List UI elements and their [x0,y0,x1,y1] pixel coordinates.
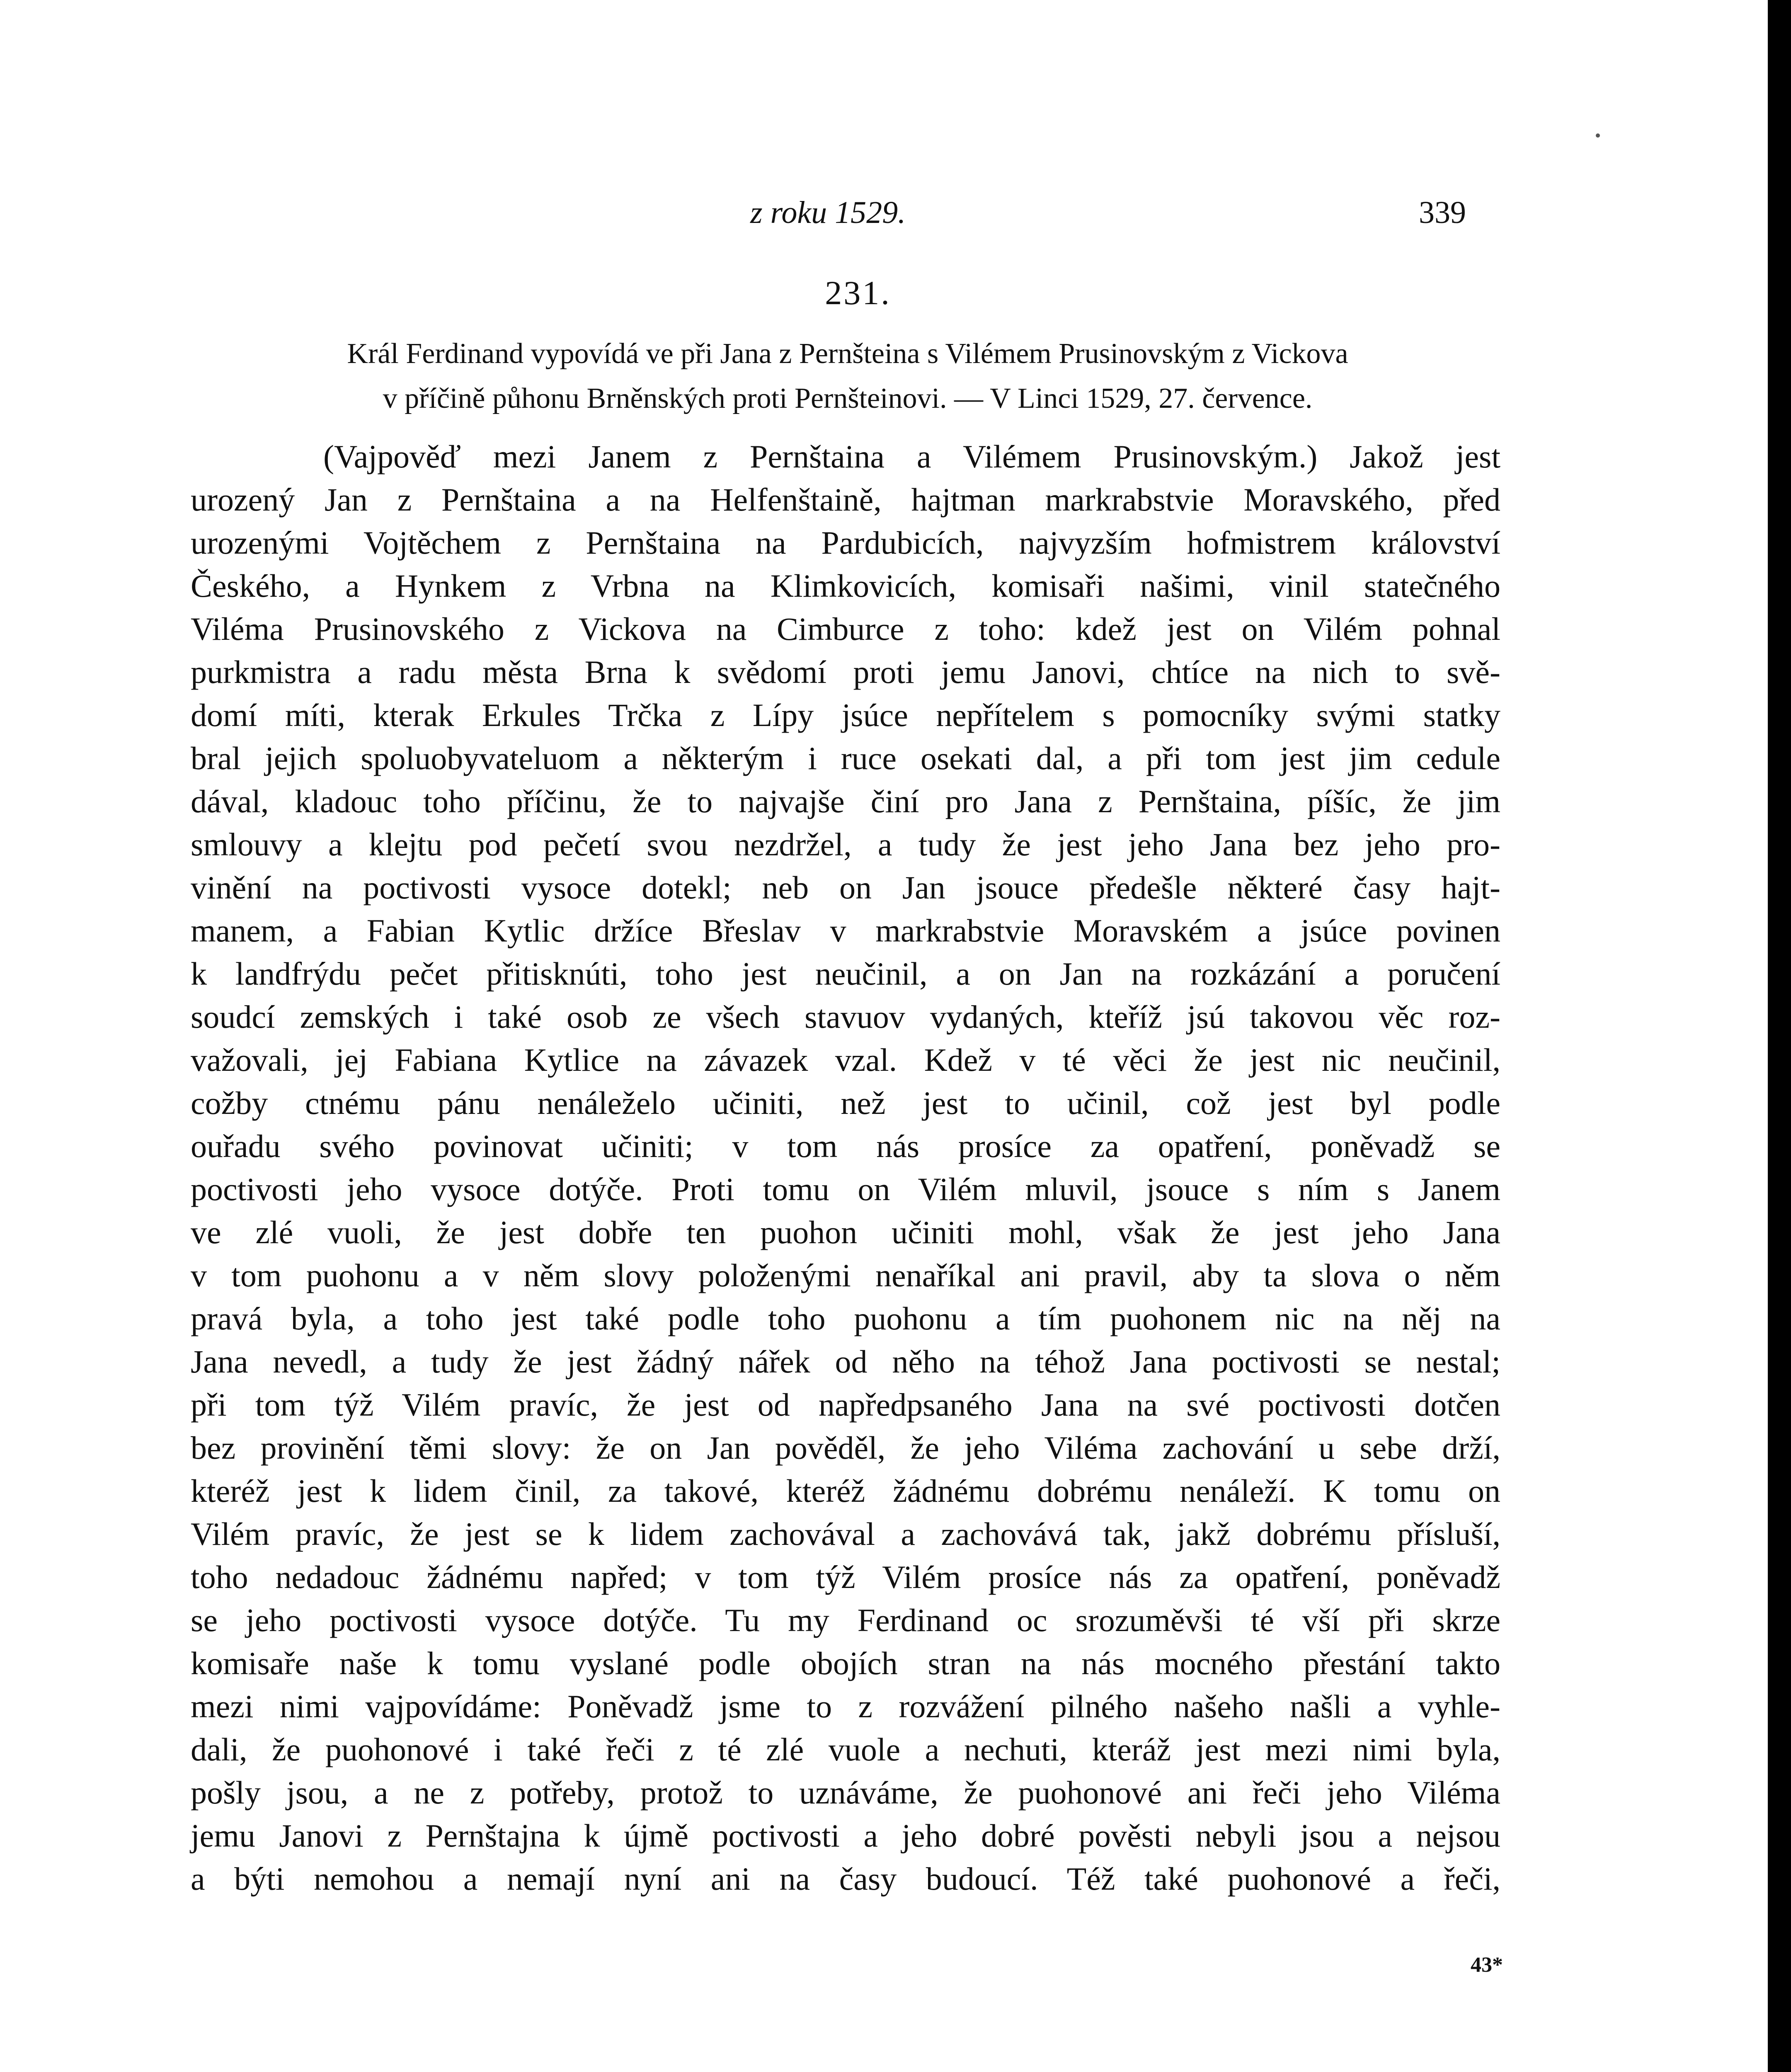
body-line: urozený Jan z Pernštaina a na Helfenštaině, hajtman markrabstvie Moravského, před [191,482,1500,518]
body-line: pravá byla, a toho jest také podle toho puohonu a tím puohonem nic na něj na [191,1300,1500,1336]
document-summary [191,332,1505,421]
body-line: važovali, jej Fabiana Kytlice na závazek vzal. Kdež v té věci že jest nic neučinil, [191,1042,1500,1078]
body-line: toho nedadouc žádnému napřed; v tom týž Vilém prosíce nás za opatření, poněvadž [191,1559,1500,1595]
body-line: při tom týž Vilém pravíc, že jest od napředpsaného Jana na své poctivosti dotčen [191,1387,1500,1423]
body-line: ouřadu svého povinovat učiniti; v tom nás prosíce za opatření, poněvadž se [191,1128,1500,1164]
body-line: bez provinění těmi slovy: že on Jan pověděl, že jeho Viléma zachování u sebe drží, [191,1430,1500,1466]
body-line: soudcí zemských i také osob ze všech stavuov vydaných, kteříž jsú takovou věc roz- [191,999,1500,1035]
speck-mark [1596,133,1600,138]
body-line: mezi nimi vajpovídáme: Poněvadž jsme to z rozvážení pilného našeho našli a vyhle- [191,1688,1500,1724]
body-line: Jana nevedl, a tudy že jest žádný nářek od něho na téhož Jana poctivosti se nestal; [191,1343,1500,1380]
body-line: urozenými Vojtěchem z Pernštaina na Pardubicích, najvyzším hofmistrem království [191,525,1500,561]
body-line: komisaře naše k tomu vyslané podle obojích stran na nás mocného přestání takto [191,1645,1500,1681]
page-number: 339 [1419,195,1466,230]
body-line: poctivosti jeho vysoce dotýče. Proti tomu on Vilém mluvil, jsouce s ním s Janem [191,1171,1500,1207]
body-line: jemu Janovi z Pernštajna k újmě poctivosti a jeho dobré pověsti nebyli jsou a nejsou [191,1818,1500,1854]
body-line: purkmistra a radu města Brna k svědomí proti jemu Janovi, chtíce na nich to svě- [191,654,1500,690]
running-head: z roku 1529. [750,195,906,230]
summary-line: Král Ferdinand vypovídá ve při Jana z Pernšteina s Vilémem Prusinovským z Vickova [347,338,1348,370]
body-line: (Vajpověď mezi Janem z Pernštaina a Vilémem Prusinovským.) Jakož jest [323,438,1500,474]
body-line: domí míti, kterak Erkules Trčka z Lípy jsúce nepřítelem s pomocníky svými statky [191,697,1500,733]
body-line: Vilém pravíc, že jest se k lidem zachovával a zachovává tak, jakž dobrému přísluší, [191,1516,1500,1552]
body-line: k landfrýdu pečet přitisknúti, toho jest neučinil, a on Jan na rozkázání a poručení [191,956,1500,992]
body-line: ve zlé vuoli, že jest dobře ten puohon učiniti mohl, však že jest jeho Jana [191,1214,1500,1250]
body-line: pošly jsou, a ne z potřeby, protož to uznáváme, že puohonové ani řeči jeho Viléma [191,1774,1500,1811]
body-line: cožby ctnému pánu nenáleželo učiniti, než jest to učinil, což jest byl podle [191,1085,1500,1121]
signature-mark: 43* [1471,1953,1503,1977]
summary-line: v příčině půhonu Brněnských proti Pernšteinovi. — V Linci 1529, 27. července. [383,382,1313,414]
body-line: bral jejich spoluobyvateluom a některým i ruce osekati dal, a při tom jest jim cedule [191,740,1500,776]
body-line: smlouvy a klejtu pod pečetí svou nezdržel, a tudy že jest jeho Jana bez jeho pro- [191,826,1500,862]
body-text [191,435,1500,1900]
body-line: dali, že puohonové i také řeči z té zlé vuole a nechuti, kteráž jest mezi nimi byla, [191,1731,1500,1767]
body-line: se jeho poctivosti vysoce dotýče. Tu my Ferdinand oc srozuměvši té vší při skrze [191,1602,1500,1638]
body-line: a býti nemohou a nemají nyní ani na časy budoucí. Též také puohonové a řeči, [191,1861,1500,1897]
body-line: kteréž jest k lidem činil, za takové, kteréž žádnému dobrému nenáleží. K tomu on [191,1473,1500,1509]
body-line: vinění na poctivosti vysoce dotekl; neb on Jan jsouce předešle některé časy hajt- [191,869,1500,905]
body-line: Viléma Prusinovského z Vickova na Cimburce z toho: kdež jest on Vilém pohnal [191,611,1500,647]
body-line: v tom puohonu a v něm slovy položenými nenaříkal ani pravil, aby ta slova o něm [191,1257,1500,1293]
document-number: 231. [825,274,891,312]
body-line: dával, kladouc toho příčinu, že to najvajše činí pro Jana z Pernštaina, píšíc, že jim [191,783,1500,819]
body-line: Českého, a Hynkem z Vrbna na Klimkovicích, komisaři našimi, vinil statečného [191,568,1500,604]
body-line: manem, a Fabian Kytlic držíce Břeslav v markrabstvie Moravském a jsúce povinen [191,913,1500,949]
